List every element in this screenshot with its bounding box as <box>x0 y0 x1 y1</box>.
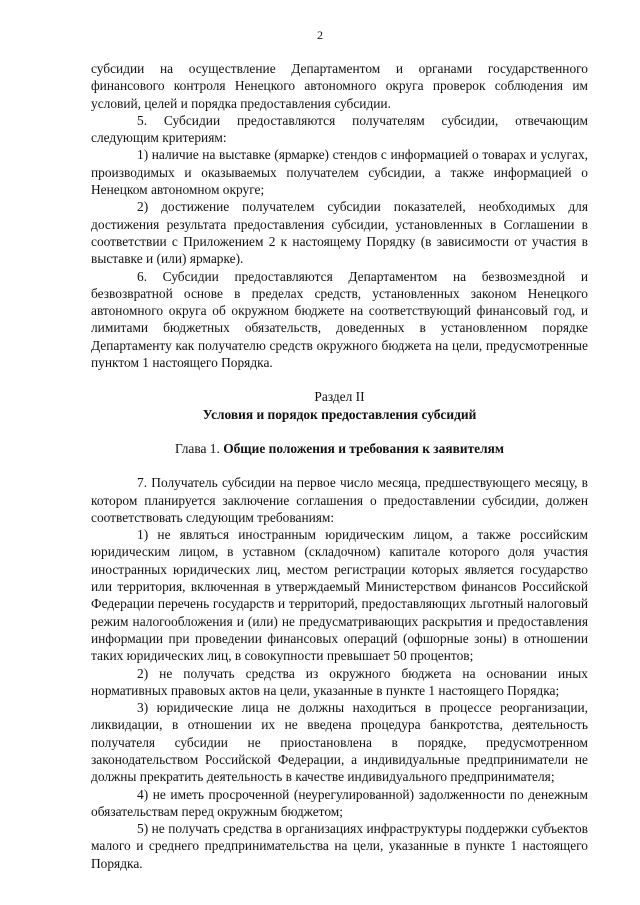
chapter-heading <box>91 440 588 457</box>
paragraph-p7-3: 3) юридические лица не должны находиться в процессе реорганизации, ликвидации, в отношении их не введена процедура банкротства, деятельность получателя субсидии не приостановлена в порядке, предусмотренном законодательством Российской Федерации, а индивидуальные предприниматели не должны прекратить деятельность в качестве индивидуального предпринимателя; <box>91 700 588 785</box>
paragraph-p5-2: 2) достижение получателем субсидии показателей, необходимых для достижения результата предоставления субсидии, установленных в Соглашении в соответствии с Приложением 2 к настоящему Порядку (в зависимости от участия в выставке и (или) ярмарке). <box>91 199 588 267</box>
paragraph-p7-4: 4) не иметь просроченной (неурегулированной) задолженности по денежным обязательствам перед окружным бюджетом; <box>91 786 588 819</box>
chapter-prefix: Глава 1. <box>175 440 224 456</box>
paragraph-p7: 7. Получатель субсидии на первое число месяца, предшествующего месяцу, в котором планируется заключение соглашения о предоставлении субсидии, должен соответствовать следующим требованиям: <box>91 475 588 525</box>
paragraph-p7-1: 1) не являться иностранным юридическим лицом, а также российским юридическим лицом, в уставном (складочном) капитале которого доля участия иностранных юридических лиц, местом регистрации которых является государство или территория, включенная в утверждаемый Министерством финансов Российской Федерации перечень государств и территорий, предоставляющих льготный налоговый режим налогообложения и (или) не предусматривающих раскрытия и предоставления информации при проведении финансовых операций (офшорные зоны) в отношении таких юридических лиц, в совокупности превышает 50 процентов; <box>91 527 588 664</box>
paragraph-p7-2: 2) не получать средства из окружного бюджета на основании иных нормативных правовых актов на цели, указанные в пункте 1 настоящего Порядка; <box>91 665 588 698</box>
page-number: 2 <box>317 28 323 42</box>
paragraph-p6: 6. Субсидии предоставляются Департаментом на безвозмездной и безвозвратной основе в пределах средств, установленных законом Ненецкого автономного округа об окружном бюджете на соответствующий финансовый год, и лимитами бюджетных обязательств, доведенных в установленном порядке Департаменту как получателю средств окружного бюджета на цели, предусмотренные пунктом 1 настоящего Порядка. <box>91 268 588 371</box>
paragraphs-bottom <box>91 474 588 872</box>
paragraph-p5-1: 1) наличие на выставке (ярмарке) стендов с информацией о товарах и услугах, производимых и оказываемых получателем субсидии, а также информацией о Ненецком автономном округе; <box>91 147 588 198</box>
paragraph-p7-5: 5) не получать средства в организациях инфраструктуры поддержки субъектов малого и среднего предпринимательства на цели, указанные в пункте 1 настоящего Порядка. <box>91 821 588 871</box>
document-body <box>91 60 588 872</box>
paragraph-p-cont: субсидии на осуществление Департаментом и органами государственного финансового контроля Ненецкого автономного округа проверок соблюдения им условий, целей и порядка предоставления субсидии. <box>91 61 588 111</box>
section-number: Раздел II <box>314 389 365 405</box>
chapter-title: Общие положения и требования к заявителям <box>223 440 504 456</box>
section-title: Условия и порядок предоставления субсидий <box>202 406 477 422</box>
paragraphs-top <box>91 60 588 371</box>
paragraph-p5: 5. Субсидии предоставляются получателям субсидии, отвечающим следующим критериям: <box>91 112 588 146</box>
